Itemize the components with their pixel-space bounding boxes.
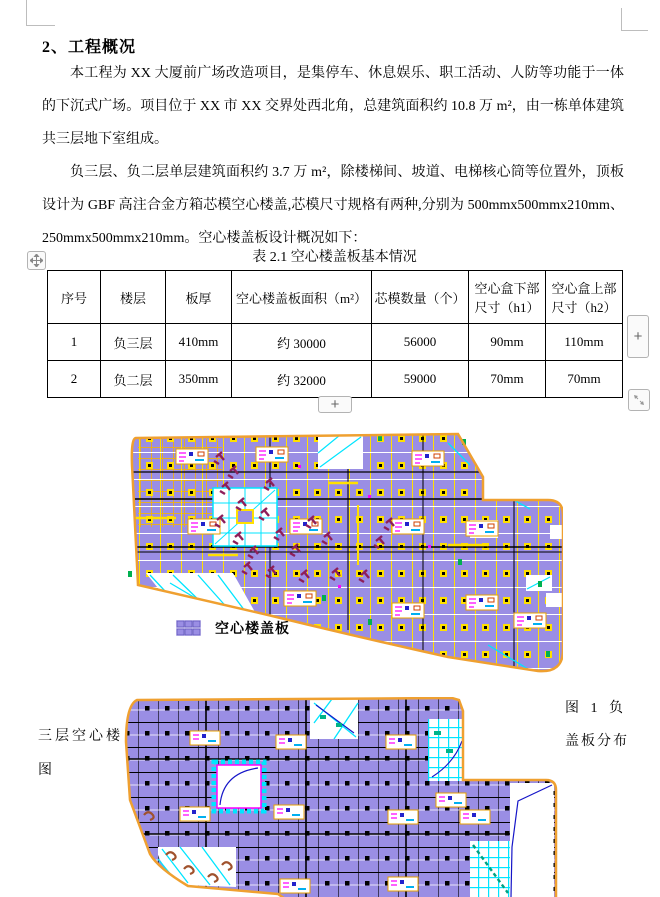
figure-caption-part: 图	[38, 763, 55, 778]
table-add-column-button[interactable]	[627, 315, 649, 358]
table-caption: 表 2.1 空心楼盖板基本情况	[252, 250, 417, 265]
cell[interactable]: 110mm	[546, 324, 623, 361]
legend-label: 空心楼盖板	[215, 622, 290, 637]
margin-corner-mark-right-h	[621, 30, 648, 31]
cell[interactable]: 350mm	[166, 361, 232, 398]
cell[interactable]: 56000	[372, 324, 469, 361]
margin-corner-mark-left-h	[26, 25, 55, 26]
paragraph-2: 负三层、负二层单层建筑面积约 3.7 万 m²，除楼梯间、坡道、电梯核心筒等位置外，顶板设计为 GBF 高注合金方箱芯模空心楼盖,芯模尺寸规格有两种,分别为 500mmx500mmx210mm、250mmx500mmx210mm。空心楼盖板设计概况如下：	[42, 165, 624, 246]
margin-corner-mark-left	[26, 0, 27, 25]
section-heading: 2、工程概况	[42, 39, 137, 56]
cell[interactable]: 约 32000	[232, 361, 372, 398]
margin-corner-mark-right	[621, 8, 622, 30]
header-cell[interactable]: 芯模数量（个）	[372, 271, 469, 324]
cell[interactable]: 约 30000	[232, 324, 372, 361]
figure-caption-part: 图 1 负	[565, 701, 623, 716]
header-cell[interactable]: 空心盒上部尺寸（h2）	[546, 271, 623, 324]
cell[interactable]: 负三层	[101, 324, 166, 361]
cell[interactable]: 410mm	[166, 324, 232, 361]
diagonal-arrows-icon	[632, 393, 646, 407]
header-cell[interactable]: 空心楼盖板面积（m²）	[232, 271, 372, 324]
table-row	[48, 324, 623, 361]
figure-legend	[176, 618, 290, 638]
header-cell[interactable]: 空心盒下部尺寸（h1）	[469, 271, 546, 324]
cell[interactable]: 1	[48, 324, 101, 361]
floorplan-b2-image[interactable]	[118, 697, 558, 897]
plus-icon: +	[330, 396, 340, 413]
header-cell[interactable]: 楼层	[101, 271, 166, 324]
cell[interactable]: 59000	[372, 361, 469, 398]
header-cell[interactable]: 板厚	[166, 271, 232, 324]
body-text	[42, 57, 624, 255]
paragraph-1: 本工程为 XX 大厦前广场改造项目，是集停车、休息娱乐、职工活动、人防等功能于一体的下沉式广场。项目位于 XX 市 XX 交界处西北角，总建筑面积约 10.8 万 m²，由一栋单体建筑共三层地下室组成。	[42, 66, 624, 147]
figure-caption-part: 三层空心楼	[38, 729, 123, 744]
cell[interactable]: 负二层	[101, 361, 166, 398]
cell[interactable]: 70mm	[546, 361, 623, 398]
table-header-row	[48, 271, 623, 324]
floorplan-b3-image[interactable]	[118, 425, 563, 678]
header-cell[interactable]: 序号	[48, 271, 101, 324]
table-row	[48, 361, 623, 398]
cell[interactable]: 70mm	[469, 361, 546, 398]
slab-table	[47, 270, 623, 398]
figure-caption-part: 盖板分布	[565, 734, 629, 749]
cell[interactable]: 2	[48, 361, 101, 398]
hollow-slab-swatch-icon	[176, 620, 201, 636]
table-add-row-button[interactable]	[318, 396, 352, 413]
move-cross-icon	[30, 254, 43, 267]
table-resize-handle[interactable]	[628, 389, 650, 411]
plus-icon: +	[633, 328, 643, 345]
table-move-handle[interactable]	[27, 251, 46, 270]
cell[interactable]: 90mm	[469, 324, 546, 361]
